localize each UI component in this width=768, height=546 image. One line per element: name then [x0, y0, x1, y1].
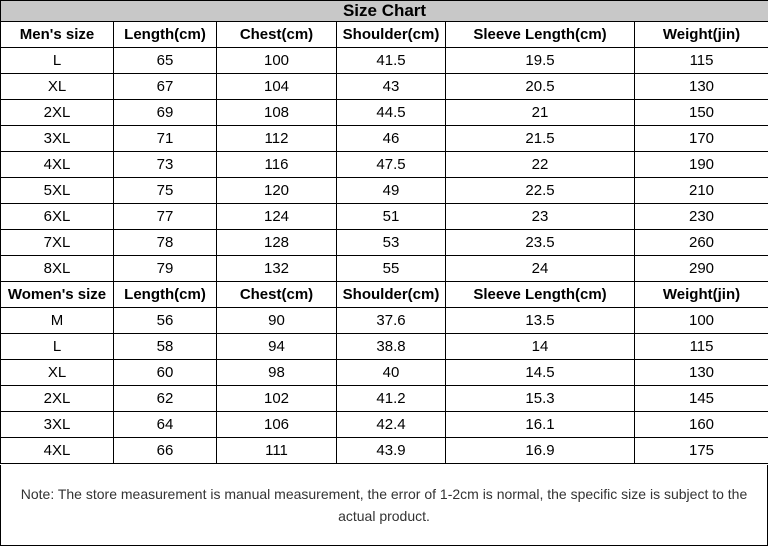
value-cell: 160 — [635, 412, 768, 438]
value-cell: 120 — [217, 178, 337, 204]
value-cell: 100 — [635, 308, 768, 334]
size-cell: 5XL — [1, 178, 114, 204]
table-row — [1, 48, 768, 74]
value-cell: 44.5 — [337, 100, 446, 126]
size-cell: 4XL — [1, 152, 114, 178]
column-header: Length(cm) — [114, 282, 217, 308]
value-cell: 116 — [217, 152, 337, 178]
table-row — [1, 412, 768, 438]
value-cell: 71 — [114, 126, 217, 152]
value-cell: 16.9 — [446, 438, 635, 464]
note-box — [0, 465, 768, 546]
value-cell: 24 — [446, 256, 635, 282]
column-header: Length(cm) — [114, 22, 217, 48]
value-cell: 62 — [114, 386, 217, 412]
value-cell: 94 — [217, 334, 337, 360]
value-cell: 100 — [217, 48, 337, 74]
column-header: Chest(cm) — [217, 282, 337, 308]
size-cell: L — [1, 334, 114, 360]
value-cell: 130 — [635, 74, 768, 100]
value-cell: 40 — [337, 360, 446, 386]
value-cell: 23 — [446, 204, 635, 230]
value-cell: 43 — [337, 74, 446, 100]
column-header: Shoulder(cm) — [337, 282, 446, 308]
value-cell: 260 — [635, 230, 768, 256]
value-cell: 58 — [114, 334, 217, 360]
table-row — [1, 334, 768, 360]
size-cell: 6XL — [1, 204, 114, 230]
size-cell: 8XL — [1, 256, 114, 282]
value-cell: 22 — [446, 152, 635, 178]
table-body — [1, 22, 768, 464]
value-cell: 47.5 — [337, 152, 446, 178]
value-cell: 69 — [114, 100, 217, 126]
column-header: Weight(jin) — [635, 282, 768, 308]
value-cell: 124 — [217, 204, 337, 230]
value-cell: 21 — [446, 100, 635, 126]
note-text: Note: The store measurement is manual measurement, the error of 1-2cm is normal, the specific size is subject to the actual product. — [20, 486, 748, 524]
value-cell: 41.5 — [337, 48, 446, 74]
value-cell: 60 — [114, 360, 217, 386]
value-cell: 23.5 — [446, 230, 635, 256]
size-cell: 7XL — [1, 230, 114, 256]
table-row — [1, 178, 768, 204]
value-cell: 230 — [635, 204, 768, 230]
value-cell: 115 — [635, 334, 768, 360]
value-cell: 46 — [337, 126, 446, 152]
value-cell: 108 — [217, 100, 337, 126]
value-cell: 128 — [217, 230, 337, 256]
size-cell: 3XL — [1, 126, 114, 152]
value-cell: 14.5 — [446, 360, 635, 386]
value-cell: 53 — [337, 230, 446, 256]
section-header-row — [1, 22, 768, 48]
value-cell: 132 — [217, 256, 337, 282]
section-header-row — [1, 282, 768, 308]
value-cell: 104 — [217, 74, 337, 100]
value-cell: 111 — [217, 438, 337, 464]
value-cell: 16.1 — [446, 412, 635, 438]
size-cell: XL — [1, 74, 114, 100]
value-cell: 170 — [635, 126, 768, 152]
value-cell: 73 — [114, 152, 217, 178]
value-cell: 112 — [217, 126, 337, 152]
size-cell: 3XL — [1, 412, 114, 438]
value-cell: 14 — [446, 334, 635, 360]
table-row — [1, 438, 768, 464]
size-cell: L — [1, 48, 114, 74]
value-cell: 90 — [217, 308, 337, 334]
column-header: Shoulder(cm) — [337, 22, 446, 48]
size-cell: 2XL — [1, 386, 114, 412]
value-cell: 21.5 — [446, 126, 635, 152]
value-cell: 66 — [114, 438, 217, 464]
size-cell: 4XL — [1, 438, 114, 464]
size-cell: XL — [1, 360, 114, 386]
table-row — [1, 256, 768, 282]
value-cell: 210 — [635, 178, 768, 204]
value-cell: 19.5 — [446, 48, 635, 74]
value-cell: 78 — [114, 230, 217, 256]
value-cell: 115 — [635, 48, 768, 74]
value-cell: 75 — [114, 178, 217, 204]
value-cell: 13.5 — [446, 308, 635, 334]
section-label: Men's size — [1, 22, 114, 48]
table-row — [1, 152, 768, 178]
value-cell: 150 — [635, 100, 768, 126]
value-cell: 98 — [217, 360, 337, 386]
value-cell: 43.9 — [337, 438, 446, 464]
value-cell: 41.2 — [337, 386, 446, 412]
value-cell: 51 — [337, 204, 446, 230]
value-cell: 56 — [114, 308, 217, 334]
value-cell: 79 — [114, 256, 217, 282]
value-cell: 190 — [635, 152, 768, 178]
value-cell: 64 — [114, 412, 217, 438]
column-header: Sleeve Length(cm) — [446, 22, 635, 48]
value-cell: 20.5 — [446, 74, 635, 100]
value-cell: 102 — [217, 386, 337, 412]
value-cell: 290 — [635, 256, 768, 282]
column-header: Weight(jin) — [635, 22, 768, 48]
value-cell: 65 — [114, 48, 217, 74]
table-row — [1, 100, 768, 126]
value-cell: 145 — [635, 386, 768, 412]
value-cell: 130 — [635, 360, 768, 386]
column-header: Chest(cm) — [217, 22, 337, 48]
size-cell: 2XL — [1, 100, 114, 126]
value-cell: 55 — [337, 256, 446, 282]
value-cell: 38.8 — [337, 334, 446, 360]
size-cell: M — [1, 308, 114, 334]
table-row — [1, 126, 768, 152]
value-cell: 49 — [337, 178, 446, 204]
table-row — [1, 74, 768, 100]
value-cell: 67 — [114, 74, 217, 100]
chart-title: Size Chart — [1, 1, 768, 22]
value-cell: 175 — [635, 438, 768, 464]
table-row — [1, 308, 768, 334]
table-row — [1, 360, 768, 386]
table-row — [1, 230, 768, 256]
value-cell: 15.3 — [446, 386, 635, 412]
title-row — [1, 1, 768, 22]
value-cell: 77 — [114, 204, 217, 230]
value-cell: 37.6 — [337, 308, 446, 334]
value-cell: 42.4 — [337, 412, 446, 438]
table-row — [1, 204, 768, 230]
column-header: Sleeve Length(cm) — [446, 282, 635, 308]
section-label: Women's size — [1, 282, 114, 308]
value-cell: 106 — [217, 412, 337, 438]
value-cell: 22.5 — [446, 178, 635, 204]
table-row — [1, 386, 768, 412]
